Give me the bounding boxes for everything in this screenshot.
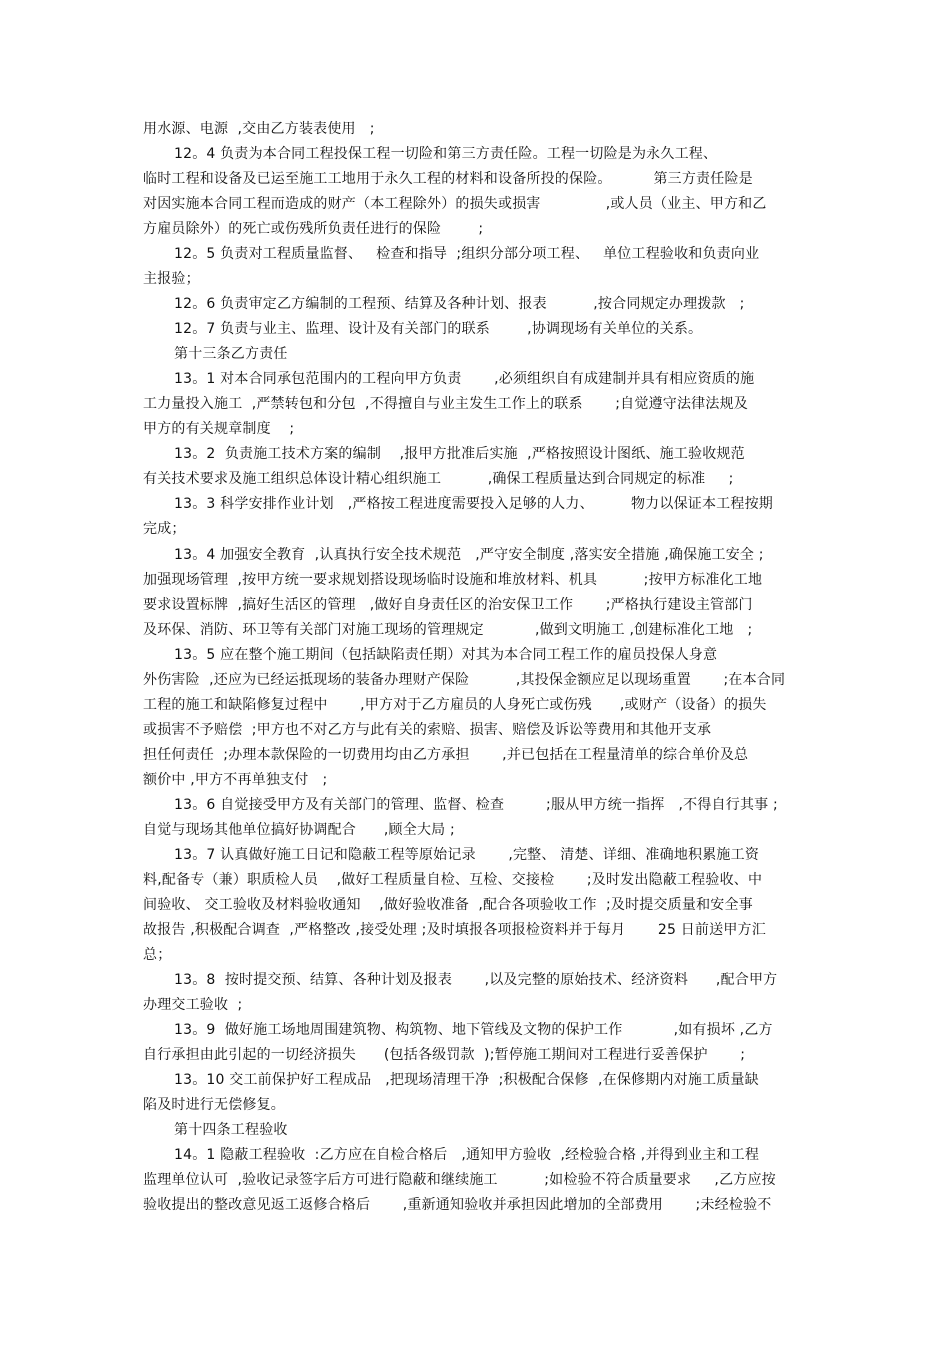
text-line: 12。7 负责与业主、监理、设计及有关部门的联系 ,协调现场有关单位的关系。 <box>174 321 703 337</box>
section-heading: 第十四条工程验收 <box>174 1122 288 1138</box>
text-line: 担任何责任 ;办理本款保险的一切费用均由乙方承担 ,并已包括在工程量清单的综合单价及总 <box>143 747 749 763</box>
text-line: 13。7 认真做好施工日记和隐蔽工程等原始记录 ,完整、 清楚、详细、准确地积累施工资 <box>174 847 760 863</box>
text-line: 13。9 做好施工场地周围建筑物、构筑物、地下管线及文物的保护工作 ,如有损坏 ,乙方 <box>174 1022 773 1038</box>
text-line: 主报验； <box>143 271 200 287</box>
text-line: 13。8 按时提交预、结算、各种计划及报表 ,以及完整的原始技术、经济资料 ,配合甲方 <box>174 972 778 988</box>
text-line: 12。5 负责对工程质量监督、 检查和指导 ;组织分部分项工程、 单位工程验收和负责向业 <box>174 246 760 262</box>
text-line: 临时工程和设备及已运至施工工地用于永久工程的材料和设备所投的保险。 第三方责任险是 <box>143 171 753 187</box>
text-line: 工程的施工和缺陷修复过程中 ,甲方对于乙方雇员的人身死亡或伤残 ,或财产（设备）的损失 <box>143 697 767 713</box>
text-line: 料,配备专（兼）职质检人员 ,做好工程质量自检、互检、交接检 ;及时发出隐蔽工程验收、中 <box>143 872 763 888</box>
text-line: 方雇员除外）的死亡或伤残所负责任进行的保险 ; <box>143 221 484 237</box>
text-line: 陷及时进行无偿修复。 <box>143 1097 285 1113</box>
text-line: 加强现场管理 ,按甲方统一要求规划搭设现场临时设施和堆放材料、机具 ;按甲方标准化工地 <box>143 572 763 588</box>
text-line: 自行承担由此引起的一切经济损失 (包括各级罚款 );暂停施工期间对工程进行妥善保护 ; <box>143 1047 746 1063</box>
text-line: 额价中 ,甲方不再单独支付 ; <box>143 772 328 788</box>
text-line: 外伤害险 ,还应为已经运抵现场的装备办理财产保险 ,其投保金额应足以现场重置 ;在本合同 <box>143 672 786 688</box>
text-line: 故报告 ,积极配合调查 ,严格整改 ,接受处理 ;及时填报各项报检资料并于每月 25 日前送甲方汇 <box>143 922 766 938</box>
text-line: 有关技术要求及施工组织总体设计精心组织施工 ,确保工程质量达到合同规定的标准 ; <box>143 471 734 487</box>
text-line: 及环保、消防、环卫等有关部门对施工现场的管理规定 ,做到文明施工 ,创建标准化工地 ; <box>143 622 753 638</box>
text-line: 12。4 负责为本合同工程投保工程一切险和第三方责任险。工程一切险是为永久工程、 <box>174 146 718 162</box>
text-line: 13。3 科学安排作业计划 ,严格按工程进度需要投入足够的人力、 物力以保证本工程按期 <box>174 496 773 512</box>
text-line: 12。6 负责审定乙方编制的工程预、结算及各种计划、报表 ,按合同规定办理拨款 ; <box>174 296 745 312</box>
text-line: 13。1 对本合同承包范围内的工程向甲方负责 ,必须组织自有成建制并具有相应资质的施 <box>174 371 755 387</box>
text-line: 13。10 交工前保护好工程成品 ,把现场清理干净 ;积极配合保修 ,在保修期内对施工质量缺 <box>174 1072 759 1088</box>
text-line: 13。2 负责施工技术方案的编制 ,报甲方批准后实施 ,严格按照设计图纸、施工验收规范 <box>174 446 745 462</box>
text-line: 甲方的有关规章制度 ; <box>143 421 295 437</box>
text-line: 或损害不予赔偿 ;甲方也不对乙方与此有关的索赔、损害、赔偿及诉讼等费用和其他开支承 <box>143 722 712 738</box>
text-line: 监理单位认可 ,验收记录签字后方可进行隐蔽和继续施工 ;如检验不符合质量要求 ,乙方应按 <box>143 1172 776 1188</box>
text-line: 用水源、电源 ,交由乙方装表使用 ; <box>143 121 375 137</box>
text-line: 间验收、 交工验收及材料验收通知 ,做好验收准备 ,配合各项验收工作 ;及时提交质量和安全事 <box>143 897 753 913</box>
text-line: 对因实施本合同工程而造成的财产（本工程除外）的损失或损害 ,或人员（业主、甲方和乙 <box>143 196 767 212</box>
text-line: 办理交工验收 ; <box>143 997 243 1013</box>
text-line: 验收提出的整改意见返工返修合格后 ,重新通知验收并承担因此增加的全部费用 ;未经检验不 <box>143 1197 772 1213</box>
text-line: 13。6 自觉接受甲方及有关部门的管理、监督、检查 ;服从甲方统一指挥 ,不得自行其事 ; <box>174 797 778 813</box>
section-heading: 第十三条乙方责任 <box>174 346 288 362</box>
text-line: 工力量投入施工 ,严禁转包和分包 ,不得擅自与业主发生工作上的联系 ;自觉遵守法律法规及 <box>143 396 748 412</box>
text-line: 完成； <box>143 521 186 537</box>
text-line: 13。5 应在整个施工期间（包括缺陷责任期）对其为本合同工程工作的雇员投保人身意 <box>174 647 718 663</box>
text-line: 14。1 隐蔽工程验收 :乙方应在自检合格后 ,通知甲方验收 ,经检验合格 ,并得到业主和工程 <box>174 1147 760 1163</box>
text-line: 自觉与现场其他单位搞好协调配合 ,顾全大局 ; <box>143 822 455 838</box>
text-line: 13。4 加强安全教育 ,认真执行安全技术规范 ,严守安全制度 ,落实安全措施 ,确保施工安全 ; <box>174 547 764 563</box>
text-line: 总； <box>143 947 172 963</box>
text-line: 要求设置标牌 ,搞好生活区的管理 ,做好自身责任区的治安保卫工作 ;严格执行建设主管部门 <box>143 597 753 613</box>
